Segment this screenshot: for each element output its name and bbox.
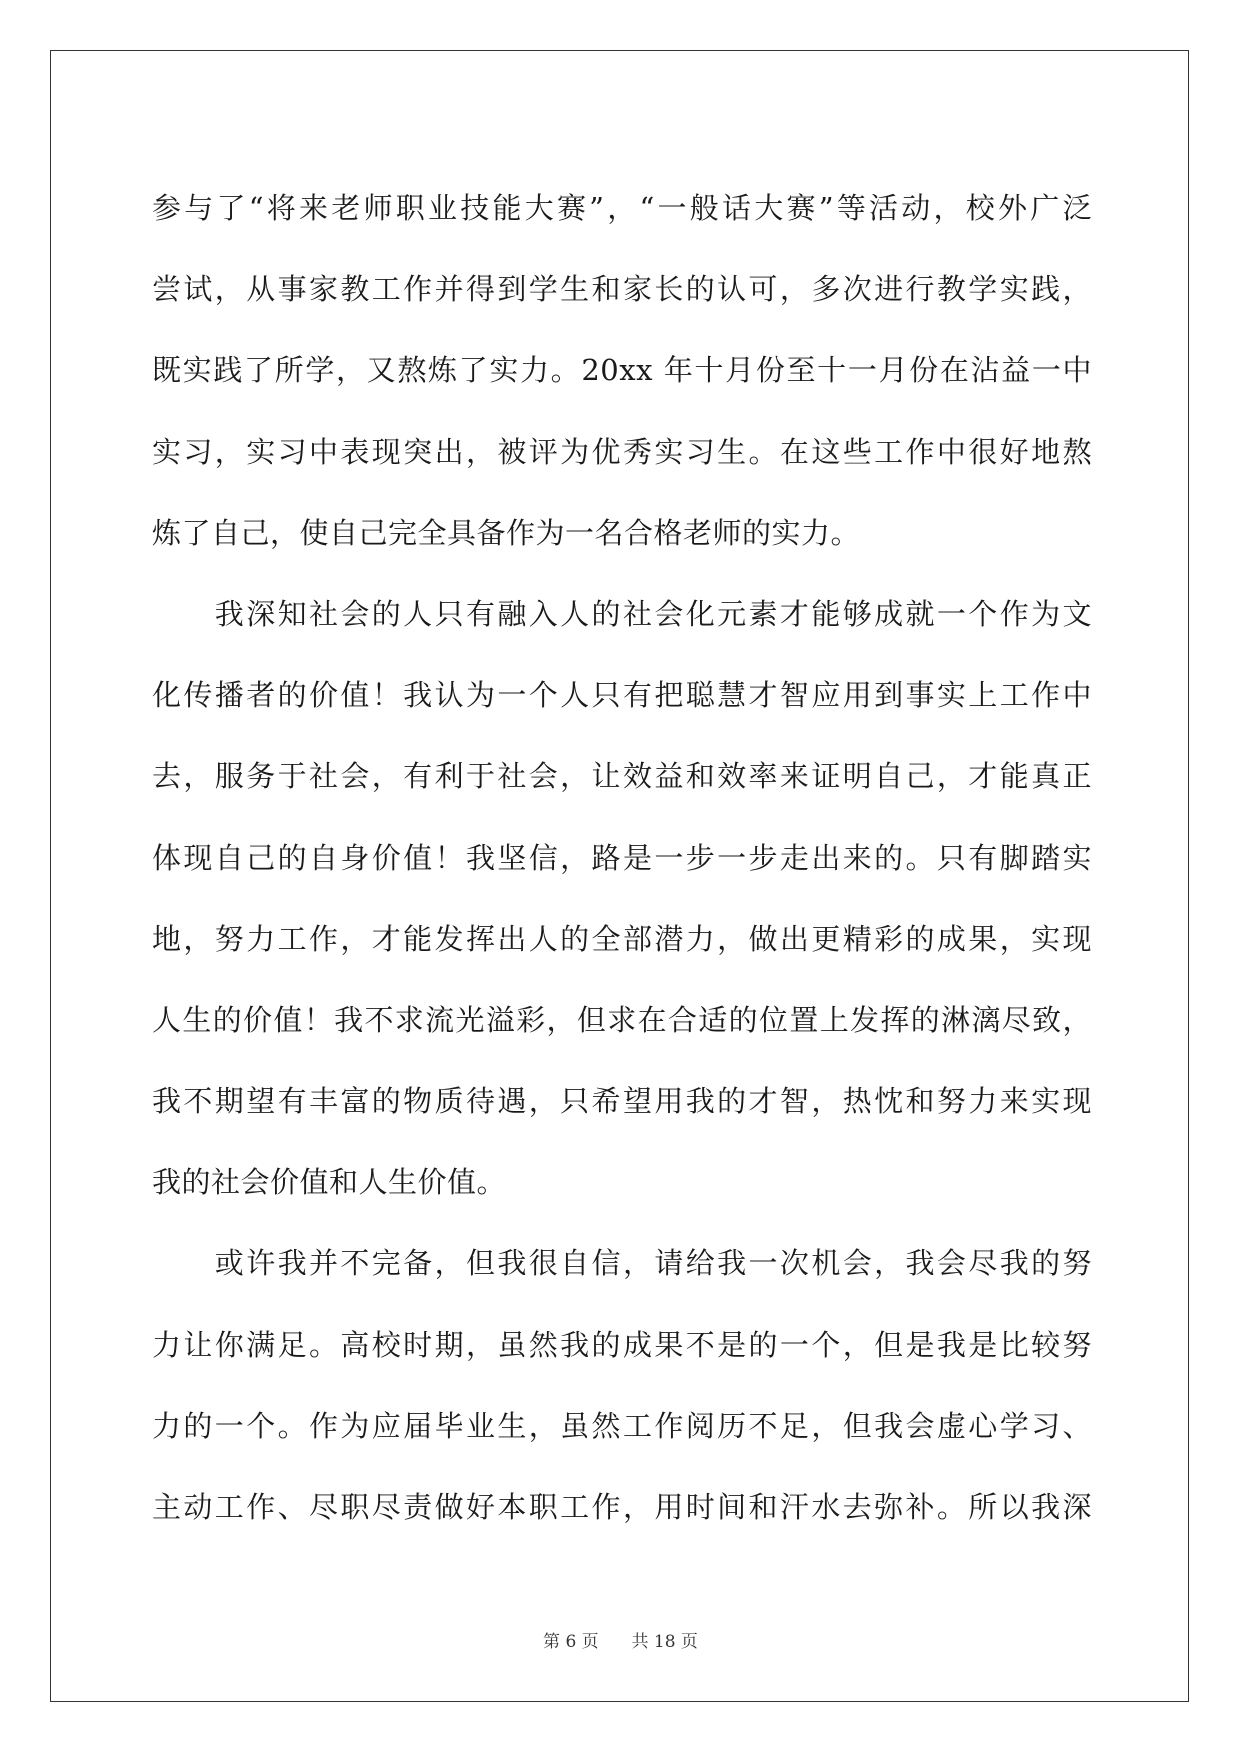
text-line: 我不期望有丰富的物质待遇，只希望用我的才智，热忱和努力来实现 <box>152 1084 1092 1119</box>
text-line: 地，努力工作，才能发挥出人的全部潜力，做出更精彩的成果，实现 <box>152 921 1092 956</box>
page-footer <box>0 1627 1241 1652</box>
total-pages: 共 18 页 <box>631 1632 698 1652</box>
text-line: 力让你满足。高校时期，虽然我的成果不是的一个，但是我是比较努 <box>152 1327 1092 1362</box>
text-line: 我深知社会的人只有融入人的社会化元素才能够成就一个作为文 <box>152 596 1092 631</box>
text-line: 炼了自己，使自己完全具备作为一名合格老师的实力。 <box>152 515 861 550</box>
text-line: 我的社会价值和人生价值。 <box>152 1165 507 1200</box>
text-line: 体现自己的自身价值！我坚信，路是一步一步走出来的。只有脚踏实 <box>152 840 1092 875</box>
text-line: 化传播者的价值！我认为一个人只有把聪慧才智应用到事实上工作中 <box>152 678 1092 713</box>
text-line: 或许我并不完备，但我很自信，请给我一次机会，我会尽我的努 <box>152 1246 1092 1281</box>
text-line: 既实践了所学，又熬炼了实力。20xx 年十月份至十一月份在沾益一中 <box>152 353 1092 388</box>
text-line: 主动工作、尽职尽责做好本职工作，用时间和汗水去弥补。所以我深 <box>152 1490 1092 1524</box>
page-number: 第 6 页 <box>543 1632 599 1652</box>
text-line: 尝试，从事家教工作并得到学生和家长的认可，多次进行教学实践， <box>152 272 1092 307</box>
text-line: 人生的价值！我不求流光溢彩，但求在合适的位置上发挥的淋漓尽致， <box>152 1002 1092 1037</box>
document-body <box>152 168 1092 1548</box>
text-line: 去，服务于社会，有利于社会，让效益和效率来证明自己，才能真正 <box>152 759 1092 794</box>
text-line: 参与了“将来老师职业技能大赛”，“一般话大赛”等活动，校外广泛 <box>152 191 1092 225</box>
text-line: 实习，实习中表现突出，被评为优秀实习生。在这些工作中很好地熬 <box>152 434 1092 469</box>
text-line: 力的一个。作为应届毕业生，虽然工作阅历不足，但我会虚心学习、 <box>152 1408 1092 1443</box>
